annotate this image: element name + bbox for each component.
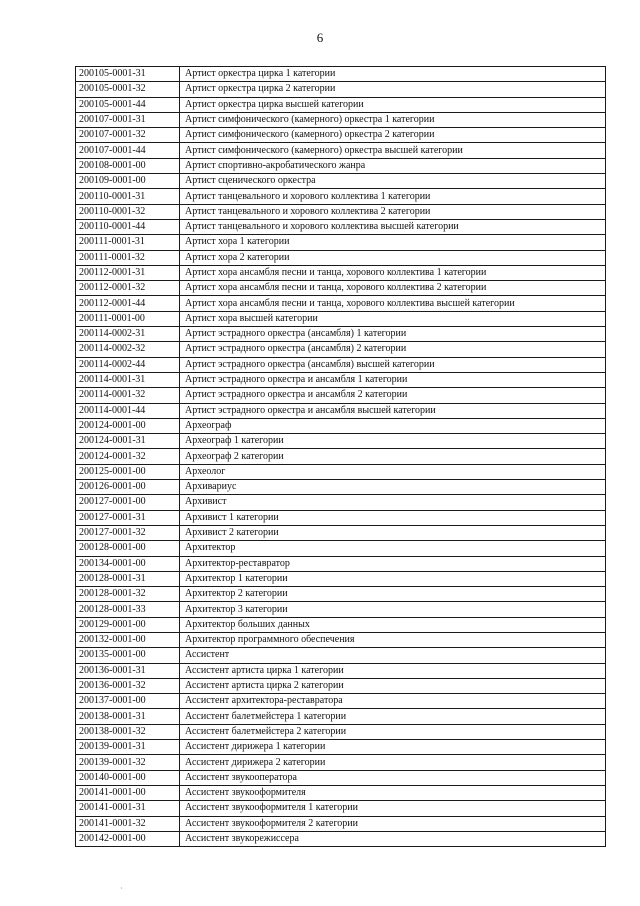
table-row [76, 388, 606, 403]
occupation-code: 200140-0001-00 [76, 770, 180, 785]
table-row [76, 724, 606, 739]
classifier-table-body [76, 67, 606, 847]
occupation-name: Ассистент звукооператора [180, 770, 606, 785]
table-row [76, 755, 606, 770]
table-row [76, 327, 606, 342]
table-row [76, 801, 606, 816]
table-row [76, 525, 606, 540]
occupation-code: 200127-0001-32 [76, 525, 180, 540]
table-row [76, 174, 606, 189]
table-row [76, 189, 606, 204]
table-row [76, 709, 606, 724]
occupation-code: 200127-0001-00 [76, 495, 180, 510]
occupation-code: 200139-0001-32 [76, 755, 180, 770]
occupation-name: Архивариус [180, 480, 606, 495]
occupation-code: 200128-0001-00 [76, 541, 180, 556]
table-row [76, 67, 606, 82]
occupation-name: Артист эстрадного оркестра (ансамбля) высшей категории [180, 357, 606, 372]
occupation-code: 200127-0001-31 [76, 510, 180, 525]
classifier-table [75, 66, 606, 847]
occupation-name: Ассистент дирижера 2 категории [180, 755, 606, 770]
table-row [76, 495, 606, 510]
table-row [76, 158, 606, 173]
occupation-code: 200114-0001-32 [76, 388, 180, 403]
table-row [76, 602, 606, 617]
occupation-name: Артист симфонического (камерного) оркестра высшей категории [180, 143, 606, 158]
occupation-name: Артист оркестра цирка высшей категории [180, 97, 606, 112]
table-row [76, 648, 606, 663]
occupation-code: 200124-0001-32 [76, 449, 180, 464]
table-row [76, 434, 606, 449]
occupation-code: 200111-0001-31 [76, 235, 180, 250]
occupation-code: 200128-0001-31 [76, 571, 180, 586]
table-row [76, 219, 606, 234]
occupation-code: 200112-0001-31 [76, 265, 180, 280]
occupation-code: 200132-0001-00 [76, 632, 180, 647]
table-row [76, 632, 606, 647]
occupation-code: 200107-0001-32 [76, 128, 180, 143]
table-row [76, 112, 606, 127]
occupation-name: Архивист [180, 495, 606, 510]
occupation-code: 200105-0001-32 [76, 82, 180, 97]
occupation-name: Археограф [180, 418, 606, 433]
table-row [76, 403, 606, 418]
occupation-code: 200141-0001-31 [76, 801, 180, 816]
occupation-code: 200114-0001-31 [76, 372, 180, 387]
occupation-code: 200124-0001-00 [76, 418, 180, 433]
table-row [76, 82, 606, 97]
occupation-code: 200112-0001-44 [76, 296, 180, 311]
table-row [76, 296, 606, 311]
occupation-name: Артист симфонического (камерного) оркестра 1 категории [180, 112, 606, 127]
occupation-code: 200128-0001-33 [76, 602, 180, 617]
table-row [76, 250, 606, 265]
occupation-code: 200124-0001-31 [76, 434, 180, 449]
occupation-code: 200105-0001-31 [76, 67, 180, 82]
occupation-name: Артист спортивно-акробатического жанра [180, 158, 606, 173]
occupation-name: Ассистент балетмейстера 2 категории [180, 724, 606, 739]
occupation-code: 200114-0002-44 [76, 357, 180, 372]
occupation-code: 200125-0001-00 [76, 464, 180, 479]
table-row [76, 617, 606, 632]
occupation-code: 200136-0001-31 [76, 663, 180, 678]
occupation-name: Артист эстрадного оркестра (ансамбля) 2 категории [180, 342, 606, 357]
occupation-code: 200111-0001-32 [76, 250, 180, 265]
occupation-code: 200114-0001-44 [76, 403, 180, 418]
occupation-name: Ассистент звукооформителя 1 категории [180, 801, 606, 816]
occupation-name: Артист хора 1 категории [180, 235, 606, 250]
table-row [76, 480, 606, 495]
occupation-name: Артист танцевального и хорового коллектива 2 категории [180, 204, 606, 219]
occupation-code: 200134-0001-00 [76, 556, 180, 571]
table-row [76, 663, 606, 678]
occupation-code: 200142-0001-00 [76, 831, 180, 846]
occupation-code: 200114-0002-32 [76, 342, 180, 357]
table-row [76, 357, 606, 372]
occupation-code: 200107-0001-44 [76, 143, 180, 158]
table-row [76, 372, 606, 387]
occupation-code: 200105-0001-44 [76, 97, 180, 112]
occupation-code: 200137-0001-00 [76, 694, 180, 709]
occupation-name: Артист хора ансамбля песни и танца, хорового коллектива высшей категории [180, 296, 606, 311]
table-row [76, 831, 606, 846]
table-row [76, 97, 606, 112]
occupation-code: 200110-0001-44 [76, 219, 180, 234]
occupation-name: Ассистент [180, 648, 606, 663]
occupation-name: Артист хора ансамбля песни и танца, хорового коллектива 1 категории [180, 265, 606, 280]
occupation-name: Ассистент артиста цирка 2 категории [180, 678, 606, 693]
table-row [76, 418, 606, 433]
occupation-name: Артист эстрадного оркестра и ансамбля 1 категории [180, 372, 606, 387]
occupation-name: Архитектор больших данных [180, 617, 606, 632]
occupation-name: Архитектор 1 категории [180, 571, 606, 586]
occupation-code: 200138-0001-32 [76, 724, 180, 739]
table-row [76, 785, 606, 800]
table-row [76, 449, 606, 464]
table-row [76, 265, 606, 280]
table-row [76, 342, 606, 357]
table-row [76, 281, 606, 296]
table-row [76, 204, 606, 219]
occupation-code: 200107-0001-31 [76, 112, 180, 127]
occupation-name: Ассистент звукорежиссера [180, 831, 606, 846]
occupation-name: Артист сценического оркестра [180, 174, 606, 189]
occupation-code: 200126-0001-00 [76, 480, 180, 495]
table-row [76, 541, 606, 556]
table-row [76, 311, 606, 326]
occupation-code: 200139-0001-31 [76, 740, 180, 755]
table-row [76, 510, 606, 525]
table-row [76, 816, 606, 831]
table-row [76, 571, 606, 586]
occupation-code: 200108-0001-00 [76, 158, 180, 173]
table-row [76, 128, 606, 143]
occupation-code: 200110-0001-31 [76, 189, 180, 204]
occupation-name: Архивист 1 категории [180, 510, 606, 525]
table-row [76, 143, 606, 158]
scan-speck: · [120, 884, 123, 893]
page-number: 6 [316, 30, 324, 45]
occupation-name: Ассистент дирижера 1 категории [180, 740, 606, 755]
occupation-code: 200141-0001-32 [76, 816, 180, 831]
occupation-code: 200111-0001-00 [76, 311, 180, 326]
table-row [76, 678, 606, 693]
table-row [76, 464, 606, 479]
occupation-code: 200112-0001-32 [76, 281, 180, 296]
occupation-name: Артист оркестра цирка 2 категории [180, 82, 606, 97]
occupation-name: Ассистент артиста цирка 1 категории [180, 663, 606, 678]
occupation-code: 200110-0001-32 [76, 204, 180, 219]
occupation-name: Артист хора высшей категории [180, 311, 606, 326]
occupation-code: 200128-0001-32 [76, 587, 180, 602]
occupation-name: Архитектор [180, 541, 606, 556]
occupation-name: Артист хора ансамбля песни и танца, хорового коллектива 2 категории [180, 281, 606, 296]
occupation-code: 200114-0002-31 [76, 327, 180, 342]
occupation-name: Ассистент звукооформителя 2 категории [180, 816, 606, 831]
occupation-name: Архитектор 2 категории [180, 587, 606, 602]
occupation-name: Археолог [180, 464, 606, 479]
table-row [76, 740, 606, 755]
occupation-name: Артист эстрадного оркестра (ансамбля) 1 категории [180, 327, 606, 342]
occupation-name: Архитектор-реставратор [180, 556, 606, 571]
occupation-code: 200129-0001-00 [76, 617, 180, 632]
table-row [76, 694, 606, 709]
occupation-name: Археограф 2 категории [180, 449, 606, 464]
occupation-code: 200109-0001-00 [76, 174, 180, 189]
table-row [76, 235, 606, 250]
table-row [76, 587, 606, 602]
occupation-name: Артист оркестра цирка 1 категории [180, 67, 606, 82]
table-row [76, 556, 606, 571]
occupation-name: Артист танцевального и хорового коллектива 1 категории [180, 189, 606, 204]
occupation-name: Артист танцевального и хорового коллектива высшей категории [180, 219, 606, 234]
occupation-name: Артист эстрадного оркестра и ансамбля 2 категории [180, 388, 606, 403]
occupation-name: Ассистент балетмейстера 1 категории [180, 709, 606, 724]
occupation-name: Археограф 1 категории [180, 434, 606, 449]
occupation-code: 200141-0001-00 [76, 785, 180, 800]
occupation-code: 200136-0001-32 [76, 678, 180, 693]
classifier-table-container [75, 66, 599, 847]
occupation-name: Архитектор 3 категории [180, 602, 606, 617]
occupation-name: Артист хора 2 категории [180, 250, 606, 265]
occupation-name: Архивист 2 категории [180, 525, 606, 540]
occupation-name: Артист симфонического (камерного) оркестра 2 категории [180, 128, 606, 143]
occupation-code: 200135-0001-00 [76, 648, 180, 663]
occupation-name: Ассистент архитектора-реставратора [180, 694, 606, 709]
occupation-name: Ассистент звукооформителя [180, 785, 606, 800]
occupation-name: Артист эстрадного оркестра и ансамбля высшей категории [180, 403, 606, 418]
occupation-name: Архитектор программного обеспечения [180, 632, 606, 647]
occupation-code: 200138-0001-31 [76, 709, 180, 724]
table-row [76, 770, 606, 785]
